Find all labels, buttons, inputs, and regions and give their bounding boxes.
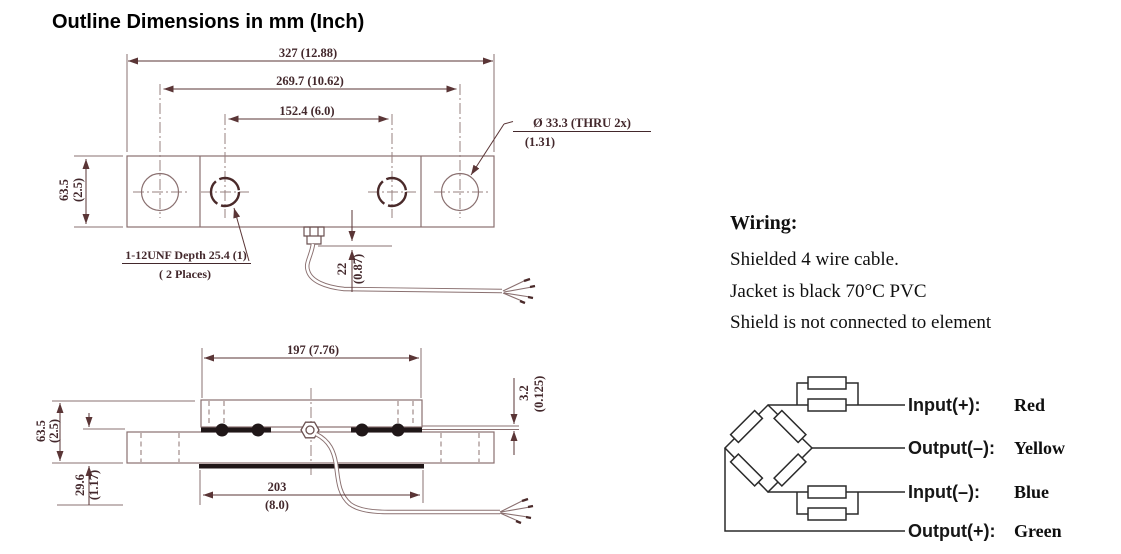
cable-fray-side-view (500, 499, 533, 523)
dim-outer-holes: 269.7 (10.62) (276, 74, 344, 88)
dim-cable-offset-mm: 22 (335, 262, 349, 276)
hole-callout-line1: Ø 33.3 (THRU 2x) (533, 116, 631, 130)
dim-inner-holes: 152.4 (6.0) (279, 104, 335, 118)
dim-plate-top: 197 (7.76) (286, 343, 340, 357)
wire-color-name: Yellow (1014, 437, 1065, 458)
wire-signal-label: Input(+): (908, 394, 981, 415)
thread-callout-line2: ( 2 Places) (159, 267, 211, 281)
wire-signal-label: Input(–): (908, 481, 980, 502)
hole-callout-line2: (1.31) (524, 135, 556, 149)
compensation-resistor (808, 486, 846, 498)
wire-color-name: Green (1014, 520, 1062, 541)
compensation-resistor (808, 508, 846, 520)
bridge-diamond (725, 405, 812, 492)
dim-plate-bottom-in: (8.0) (265, 498, 289, 512)
dim-height-mm: 63.5 (34, 420, 48, 442)
bottom-plate-side-view (199, 464, 424, 469)
thread-callout-line1: 1-12UNF Depth 25.4 (1) (125, 248, 247, 262)
page-title: Outline Dimensions in mm (Inch) (52, 11, 365, 33)
compensation-resistor (808, 399, 846, 411)
bridge-resistors (731, 411, 806, 486)
bridge-schematic (700, 360, 920, 554)
dim-shim-mm: 3.2 (517, 385, 531, 401)
dim-cable-offset-in: (0.87) (351, 253, 365, 285)
bridge-label-row (908, 437, 1065, 459)
dim-width-in: (2.5) (71, 178, 85, 202)
bridge-label-row (908, 481, 1049, 503)
dim-shim-in: (0.125) (532, 375, 546, 413)
dim-end-height-mm: 29.6 (73, 474, 87, 496)
side-view (52, 348, 533, 523)
wire-color-name: Red (1014, 394, 1045, 415)
dim-total-length: 327 (12.88) (278, 46, 338, 60)
compensation-resistor (808, 377, 846, 389)
wire-signal-label: Output(–): (908, 437, 995, 458)
wiring-note-line: Jacket is black 70°C PVC (730, 280, 927, 302)
bridge-label-row (908, 394, 1045, 416)
dim-plate-bottom-mm: 203 (267, 480, 287, 494)
dim-width-mm: 63.5 (57, 179, 71, 201)
wire-color-name: Blue (1014, 481, 1050, 502)
wiring-note-line: Shielded 4 wire cable. (730, 249, 899, 270)
cable-fray-top-view (503, 279, 535, 303)
bridge-label-row (908, 520, 1062, 542)
wire-signal-label: Output(+): (908, 520, 996, 541)
dim-end-height-in: (1.17) (87, 469, 101, 501)
wiring-note-line: Shield is not connected to element (730, 312, 992, 333)
outline-drawing (0, 40, 700, 554)
cable-gland-top-view (304, 227, 324, 244)
wiring-heading: Wiring: (730, 212, 798, 234)
dim-height-in: (2.5) (47, 419, 61, 443)
wiring-notes (730, 212, 991, 339)
